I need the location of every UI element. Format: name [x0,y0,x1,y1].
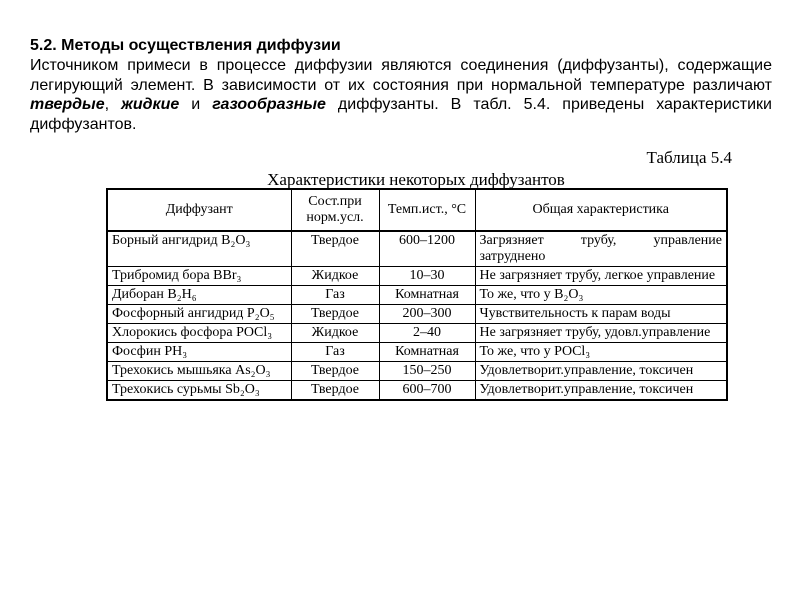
cell-state: Жидкое [291,267,379,286]
cell-state: Твердое [291,231,379,267]
intro-solid: твердые [30,96,105,113]
cell-name: Фосфин PH₃ [107,343,291,362]
cell-temp: Комнатная [379,343,475,362]
intro-paragraph [30,56,772,134]
table-title: Характеристики некоторых диффузантов [267,170,565,189]
cell-name: Трибромид бора BBr₃ [107,267,291,286]
header-state: Сост.при норм.усл. [291,189,379,231]
cell-temp: 2–40 [379,324,475,343]
intro-comma: , [104,96,122,113]
cell-state: Жидкое [291,324,379,343]
cell-desc: То же, что у B₂O₃ [475,286,727,305]
diffusants-table [106,188,728,401]
cell-state: Твердое [291,305,379,324]
cell-name: Трехокись сурьмы Sb₂O₃ [107,381,291,401]
cell-name: Трехокись мышьяка As₂O₃ [107,362,291,381]
intro-gas: газообразные [212,96,326,113]
table-row [107,231,727,267]
cell-desc: Не загрязняет трубу, удовл.управление [475,324,727,343]
cell-desc: Не загрязняет трубу, легкое управление [475,267,727,286]
table-row [107,324,727,343]
table-row [107,305,727,324]
cell-name: Борный ангидрид B₂O₃ [107,231,291,267]
cell-desc: Удовлетворит.управление, токсичен [475,381,727,401]
cell-desc: Загрязняет трубу, управление затруднено [475,231,727,267]
cell-state: Газ [291,286,379,305]
cell-temp: 600–1200 [379,231,475,267]
table-row [107,362,727,381]
cell-name: Диборан B₂H₆ [107,286,291,305]
cell-temp: 600–700 [379,381,475,401]
cell-desc: То же, что у POCl₃ [475,343,727,362]
cell-temp: 150–250 [379,362,475,381]
table-row [107,343,727,362]
section-heading: 5.2. Методы осуществления диффузии [30,37,341,54]
cell-name: Фосфорный ангидрид P₂O₅ [107,305,291,324]
cell-state: Газ [291,343,379,362]
cell-temp: 10–30 [379,267,475,286]
table-row [107,286,727,305]
cell-name: Хлорокись фосфора POCl₃ [107,324,291,343]
intro-text-2: диффузанты. В табл. 5.4. приведены характеристики диффузантов. [30,96,772,133]
table-header-row [107,189,727,231]
header-temperature: Темп.ист., °С [379,189,475,231]
table-row [107,267,727,286]
cell-desc: Чувствительность к парам воды [475,305,727,324]
intro-liquid: жидкие [121,96,180,113]
cell-temp: Комнатная [379,286,475,305]
table-number: Таблица 5.4 [646,148,732,167]
table-row [107,381,727,401]
intro-text-1: Источником примеси в процессе диффузии являются соединения (диффузанты), содержащие легирующий элемент. В зависимости от их состояния при нормальной температуре различают [30,57,772,94]
header-description: Общая характеристика [475,189,727,231]
intro-and: и [179,96,213,113]
cell-state: Твердое [291,381,379,401]
header-diffusant: Диффузант [107,189,291,231]
cell-temp: 200–300 [379,305,475,324]
cell-state: Твердое [291,362,379,381]
cell-desc: Удовлетворит.управление, токсичен [475,362,727,381]
